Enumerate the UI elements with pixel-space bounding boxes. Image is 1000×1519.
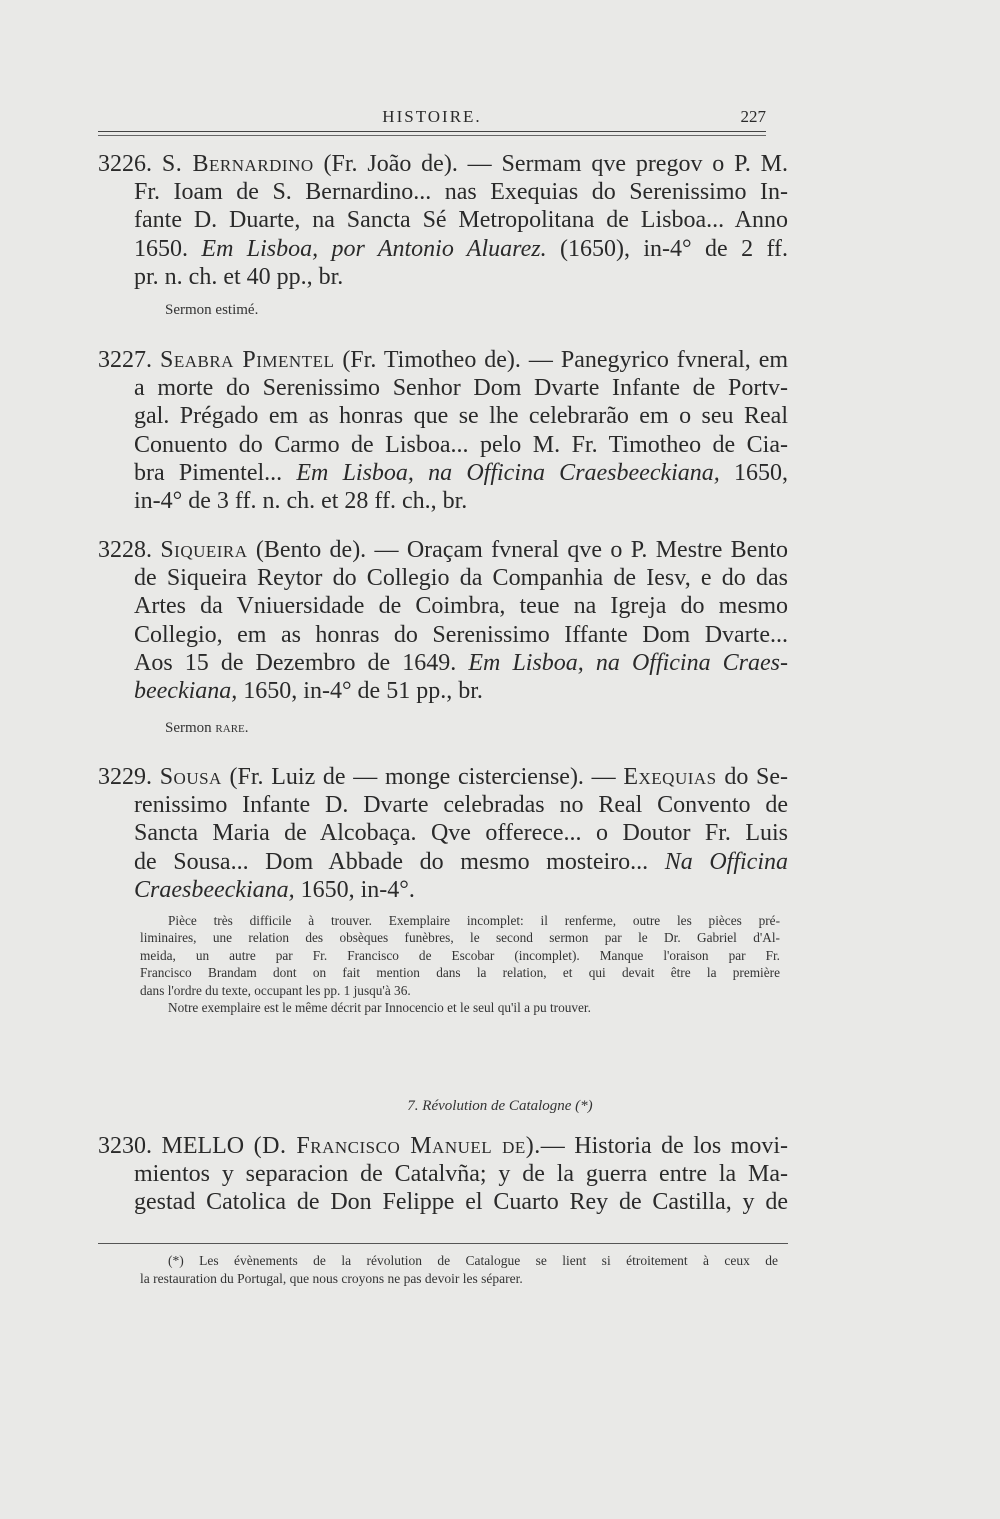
- entry-line: Aos 15 de Dezembro de 1649. Em Lisboa, na Officina Craes-: [134, 649, 788, 676]
- running-head-title: HISTOIRE.: [382, 107, 482, 126]
- entry-line: Artes da Vniuersidade de Coimbra, teue na Igreja do mesmo: [134, 593, 788, 620]
- entry-line: de Sousa... Dom Abbade do mesmo mosteiro... Na Officina: [134, 848, 789, 875]
- entry-3230: [98, 1132, 788, 1217]
- footnote-line: (*) Les évènements de la révolution de Catalogue se lient si étroitement à ceux de: [168, 1253, 778, 1268]
- entry-line: beeckiana, 1650, in-4° de 51 pp., br.: [134, 678, 483, 705]
- entry-3226: [98, 150, 788, 291]
- page-number: 227: [740, 107, 766, 126]
- entry-line: renissimo Infante D. Dvarte celebradas no Real Convento de: [134, 792, 788, 819]
- entry-line: Collegio, em as honras do Serenissimo Iffante Dom Dvarte...: [134, 621, 788, 648]
- entry-line: fante D. Duarte, na Sancta Sé Metropolitana de Lisboa... Anno: [134, 207, 788, 234]
- note-line: meida, un autre par Fr. Francisco de Escobar (incomplet). Manque l'oraison par Fr.: [140, 947, 780, 963]
- entry-line: pr. n. ch. et 40 pp., br.: [134, 263, 344, 290]
- entry-line: gestad Catolica de Don Felippe el Cuarto Rey de Castilla, y de: [134, 1189, 788, 1216]
- entry-line: in-4° de 3 ff. n. ch. et 28 ff. ch., br.: [134, 488, 468, 515]
- note-line: Pièce très difficile à trouver. Exemplaire incomplet: il renferme, outre les pièces pré-: [168, 913, 780, 928]
- entry-line: Sancta Maria de Alcobaça. Qve offerece... o Doutor Fr. Luis: [134, 820, 788, 847]
- footnote: [140, 1252, 778, 1287]
- running-head: [98, 105, 766, 132]
- entry-line: Conuento do Carmo de Lisboa... pelo M. Fr. Timotheo de Cia-: [134, 431, 788, 458]
- entry-3227: [98, 346, 788, 515]
- entry-note: Sermon estimé.: [165, 302, 259, 318]
- note-line: liminaires, une relation des obsèques funèbres, le second sermon par le Dr. Gabriel d'Al-: [140, 930, 780, 946]
- entry-line: 3229. Sousa (Fr. Luiz de — monge cisterciense). — Exequias do Se-: [98, 764, 789, 790]
- footnote-rule: [98, 1243, 788, 1244]
- entry-3229: [98, 763, 788, 904]
- entry-line: 3228. Siqueira (Bento de). — Oraçam fvneral qve o P. Mestre Bento: [98, 537, 789, 563]
- footnote-line: la restauration du Portugal, que nous croyons ne pas devoir les séparer.: [140, 1270, 523, 1286]
- section-heading: 7. Révolution de Catalogne (*): [407, 1098, 593, 1114]
- header-rule: [98, 135, 766, 136]
- entry-line: 3227. Seabra Pimentel (Fr. Timotheo de). — Panegyrico fvneral, em: [98, 347, 789, 373]
- entry-line: mientos y separacion de Catalvña; y de la guerra entre la Ma-: [134, 1161, 788, 1188]
- entry-3228: [98, 536, 788, 705]
- entry-note: Sermon rare.: [165, 720, 249, 736]
- note-line: Francisco Brandam dont on fait mention dans la relation, et qui devait être la première: [140, 965, 780, 981]
- entry-note-block: [140, 912, 780, 1016]
- note-line: Notre exemplaire est le même décrit par Innocencio et le seul qu'il a pu trouver.: [168, 1000, 591, 1016]
- entry-line: 3230. MELLO (D. Francisco Manuel de).— Historia de los movi-: [98, 1133, 789, 1159]
- entry-line: 3226. S. Bernardino (Fr. João de). — Sermam qve pregov o P. M.: [98, 151, 789, 177]
- entry-line: bra Pimentel... Em Lisboa, na Officina Craesbeeckiana, 1650,: [134, 459, 789, 486]
- note-line: dans l'ordre du texte, occupant les pp. 1 jusqu'à 36.: [140, 982, 411, 998]
- entry-line: Craesbeeckiana, 1650, in-4°.: [134, 876, 415, 903]
- entry-line: 1650. Em Lisboa, por Antonio Aluarez. (1650), in-4° de 2 ff.: [134, 235, 789, 262]
- entry-line: de Siqueira Reytor do Collegio da Companhia de Iesv, e do das: [134, 565, 788, 592]
- entry-line: Fr. Ioam de S. Bernardino... nas Exequias do Serenissimo In-: [134, 179, 788, 206]
- entry-line: gal. Prégado em as honras que se lhe celebrarão em o seu Real: [134, 403, 788, 430]
- entry-line: a morte do Serenissimo Senhor Dom Dvarte Infante de Portv-: [134, 375, 788, 402]
